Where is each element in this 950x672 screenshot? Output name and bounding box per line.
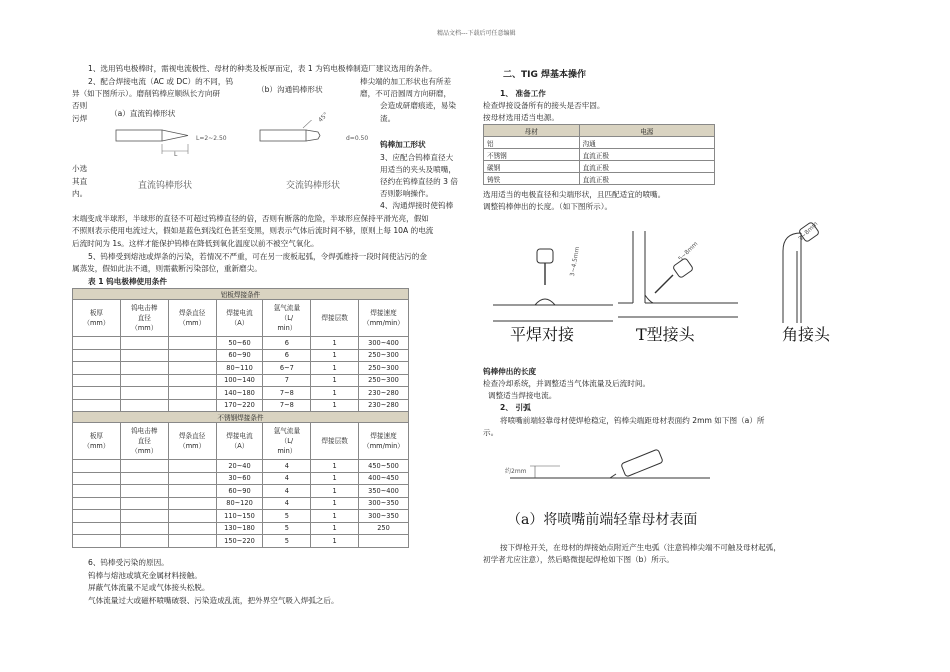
label-butt-joint: 平焊对接 <box>510 325 575 344</box>
fig-a-label: （a）直流钨棒形状 <box>110 109 176 118</box>
table-header-row <box>73 300 409 337</box>
table-cell: 450~500 <box>359 460 409 473</box>
right-line-2: 按母材选用适当电源。 <box>483 113 559 122</box>
table-cell: 4 <box>263 472 311 485</box>
table-cell <box>120 387 168 400</box>
page-header: 精品文档---下载后可任意编辑 <box>437 30 516 37</box>
s3-line-4: 否则影响操作。 <box>380 189 434 198</box>
right-line-8b: 初学者尤应注意），然后略微提起焊枪如下图（b）所示。 <box>483 555 674 564</box>
table-cell <box>168 485 216 498</box>
table-cell <box>168 349 216 362</box>
table-cell: 1 <box>311 510 359 523</box>
table-cell: 5 <box>263 535 311 548</box>
table-cell <box>73 362 121 375</box>
table-cell: 5 <box>263 522 311 535</box>
para-2b: 异（如下图所示）。磨削钨棒应顺纵长方向研 <box>72 89 221 98</box>
table-cell: 170~220 <box>216 399 263 412</box>
table-cell: 直流正极 <box>579 173 714 185</box>
table-col-header: 板厚 （mm） <box>73 423 121 460</box>
right-line-3: 选用适当的电极直径和尖端形状，且匹配适宜的喷嘴。 <box>483 190 666 199</box>
table-cell <box>168 374 216 387</box>
table-cell <box>168 510 216 523</box>
table-cell: 沟通 <box>579 137 714 149</box>
left-note-3: 内。 <box>72 189 88 198</box>
table-cell: 直流正极 <box>579 161 714 173</box>
table-row <box>73 460 409 473</box>
para-6c: 气体流量过大或磁杯喷嘴破裂、污染造成乱流，把外界空气吸入焊弧之后。 <box>88 596 339 605</box>
right-line-6: 调整适当焊接电流。 <box>488 391 557 400</box>
table-cell: 不锈钢 <box>484 149 580 161</box>
table-cell: 4 <box>263 497 311 510</box>
table-cell: 1 <box>311 472 359 485</box>
s3-line-1: 3、应配合钨棒直径大 <box>380 153 454 162</box>
table-cell <box>168 387 216 400</box>
table-col-header: 焊接速度 （mm/min） <box>359 300 409 337</box>
table-row <box>73 362 409 375</box>
table-cell <box>120 362 168 375</box>
table-cell <box>120 497 168 510</box>
table-cell <box>73 497 121 510</box>
para-6a: 钨棒与熔池或填充金属材料接触。 <box>88 571 202 580</box>
side-text-2: 磨，不可沿圆周方向研磨， <box>360 89 452 98</box>
electrode-shape-figure <box>108 120 358 220</box>
table-cell: 1 <box>311 460 359 473</box>
table-cell: 1 <box>311 399 359 412</box>
table-cell <box>73 535 121 548</box>
table-row <box>484 161 715 173</box>
left-note-1: 小选 <box>72 164 88 173</box>
table-cell: 20~40 <box>216 460 263 473</box>
table-cell: 60~90 <box>216 485 263 498</box>
table-col-header: 氩气流量 （L/ min） <box>263 423 311 460</box>
table-cell: 6~7 <box>263 362 311 375</box>
para-4b: 不照则表示使用电流过大，假如是蓝色到浅红色甚至变黑，则表示气体后流时间不够，原则上每 10A 的电流 <box>72 226 434 235</box>
table-cell <box>120 535 168 548</box>
table-row <box>73 472 409 485</box>
dim-corner: 3~8mm <box>797 220 820 243</box>
table-cell <box>168 472 216 485</box>
table-cell: 5 <box>263 510 311 523</box>
table-cell: 碳钢 <box>484 161 580 173</box>
electrode-conditions-table <box>72 288 409 548</box>
table-cell <box>168 522 216 535</box>
right-line-5: 检查冷却系统，并调整适当气体流量及后流时间。 <box>483 379 651 388</box>
table-cell: 250~300 <box>359 362 409 375</box>
table-row <box>73 497 409 510</box>
fig-b-label: （b）沟通钨棒形状 <box>257 85 323 94</box>
label-corner-joint: 角接头 <box>782 325 831 344</box>
table-row <box>73 387 409 400</box>
table-cell: 60~90 <box>216 349 263 362</box>
dim-d: d=0.50 <box>346 135 369 142</box>
table-row <box>73 510 409 523</box>
table-row <box>484 149 715 161</box>
table-cell <box>120 460 168 473</box>
table-cell: 1 <box>311 387 359 400</box>
side-text-4: 渣。 <box>380 114 396 123</box>
table-cell: 230~280 <box>359 399 409 412</box>
table-title: 表 1 钨电极棒使用条件 <box>88 277 167 286</box>
table-cell: 350~400 <box>359 485 409 498</box>
table-cell: 1 <box>311 362 359 375</box>
table-cell <box>73 349 121 362</box>
table-cell: 300~350 <box>359 510 409 523</box>
table-cell <box>73 387 121 400</box>
para-6: 6、钨棒受污染的原因。 <box>88 558 169 567</box>
table-cell <box>120 472 168 485</box>
table-row <box>73 337 409 350</box>
table-cell: 铝 <box>484 137 580 149</box>
table-cell <box>73 510 121 523</box>
right-line-8a: 按下焊枪开关，在母材的焊接始点附近产生电弧（注意钨棒尖端不可触及母材起弧， <box>500 543 781 552</box>
table-cell: 4 <box>263 485 311 498</box>
table-col-header: 氩气流量 （L/ min） <box>263 300 311 337</box>
table-cell: 1 <box>311 374 359 387</box>
table-cell <box>168 337 216 350</box>
table-row <box>73 485 409 498</box>
table-cell: 230~280 <box>359 387 409 400</box>
table-cell: 300~400 <box>359 337 409 350</box>
step-2-title: 2、 引弧 <box>500 403 531 412</box>
table-cell: 直流正极 <box>579 149 714 161</box>
table-cell <box>120 374 168 387</box>
dim-2mm: 约2mm <box>505 468 527 475</box>
para-2a: 2、配合焊接电流（AC 或 DC）的不同，钨 <box>88 77 234 86</box>
table-cell <box>73 399 121 412</box>
table-cell <box>120 522 168 535</box>
table-cell: 80~110 <box>216 362 263 375</box>
s4-line-1: 4、沟通焊接时使钨棒 <box>380 201 454 210</box>
para-5b: 属蒸发，假如此法不通，则需截断污染部位，重新磨尖。 <box>72 264 262 273</box>
table-cell: 1 <box>311 535 359 548</box>
arc-start-figure <box>500 448 720 498</box>
table-col-header: 焊接电流 （A） <box>216 423 263 460</box>
fig-a-caption: 直流钨棒形状 <box>138 181 193 191</box>
table-cell <box>120 349 168 362</box>
table-cell <box>73 460 121 473</box>
col-header-power: 电源 <box>579 125 714 137</box>
table-cell: 130~180 <box>216 522 263 535</box>
right-line-4: 调整钨棒伸出的长度。（如下图所示）。 <box>483 202 613 211</box>
sub-title-stickout: 钨棒伸出的长度 <box>483 367 537 376</box>
table-col-header: 焊条直径 （mm） <box>168 423 216 460</box>
section-electrode-shape: 钨棒加工形状 <box>380 140 426 149</box>
table-header-row <box>73 423 409 460</box>
para-5a: 5、钨棒受到熔池或焊条的污染，若情况不严重，可在另一废板起弧，令焊弧维持一段时间使沾污的金 <box>88 252 427 261</box>
dim-45: 45° <box>317 111 330 124</box>
para-4a: 末端变成半球形，半球形的直径不可超过钨棒直径的倍，否则有断落的危险，半球形应保持平滑光亮，假如 <box>72 214 429 223</box>
joint-types-figure <box>483 213 843 373</box>
table-cell <box>73 485 121 498</box>
table-cell <box>168 362 216 375</box>
right-line-7b: 示。 <box>483 428 499 437</box>
table-cell: 6 <box>263 349 311 362</box>
s3-line-3: 径约在钨棒直径的 3 倍 <box>380 177 459 186</box>
col-header-material: 母材 <box>484 125 580 137</box>
right-line-7a: 将喷嘴前端轻靠母材使焊枪稳定，钨棒尖端距母材表面约 2mm 如下图（a）所 <box>500 416 765 425</box>
table-cell: 1 <box>311 522 359 535</box>
t-joint-icon <box>618 231 738 317</box>
table-cell <box>73 337 121 350</box>
dim-l: L <box>174 151 178 158</box>
table-section-aluminum: 铝板焊接条件 <box>73 289 409 300</box>
table-col-header: 钨电击棒 直径 （mm） <box>120 423 168 460</box>
table-col-header: 焊接层数 <box>311 300 359 337</box>
table-cell: 1 <box>311 497 359 510</box>
table-cell <box>168 535 216 548</box>
table-col-header: 焊接层数 <box>311 423 359 460</box>
table-cell: 80~120 <box>216 497 263 510</box>
table-col-header: 焊接电流 （A） <box>216 300 263 337</box>
table-row <box>73 399 409 412</box>
table-cell <box>168 460 216 473</box>
section-title-tig: 二、TIG 焊基本操作 <box>503 70 587 80</box>
table-cell <box>120 337 168 350</box>
table-cell: 250~300 <box>359 349 409 362</box>
right-line-1: 检查焊接设备所有的接头是否牢固。 <box>483 101 605 110</box>
table-cell: 110~150 <box>216 510 263 523</box>
table-cell: 150~220 <box>216 535 263 548</box>
table-row <box>73 522 409 535</box>
para-1: 1、选用钨电极棒时，需视电流极性、母材的种类及板厚而定，表 1 为钨电极棒制造厂建议选用的条件。 <box>88 64 437 73</box>
fig-b-caption: 交流钨棒形状 <box>286 181 341 191</box>
table-cell <box>168 497 216 510</box>
table-cell: 6 <box>263 337 311 350</box>
table-cell <box>359 535 409 548</box>
table-row <box>73 349 409 362</box>
table-cell: 140~180 <box>216 387 263 400</box>
s3-line-2: 用适当的夹头及喷嘴， <box>380 165 456 174</box>
table-cell: 1 <box>311 485 359 498</box>
para-2c: 否则 <box>72 101 88 110</box>
left-note-2: 其直 <box>72 177 88 186</box>
para-4c: 后流时间为 1s。这样才能保护钨棒在降低到氧化温度以前不被空气氧化。 <box>72 239 319 248</box>
table-cell: 300~350 <box>359 497 409 510</box>
table-cell: 50~60 <box>216 337 263 350</box>
step-1-title: 1、 准备工作 <box>500 89 546 98</box>
table-cell <box>73 374 121 387</box>
ac-electrode-icon <box>260 120 320 141</box>
table-cell: 7~8 <box>263 399 311 412</box>
table-cell: 铸铁 <box>484 173 580 185</box>
table-cell <box>73 472 121 485</box>
table-cell: 250~300 <box>359 374 409 387</box>
table-col-header: 板厚 （mm） <box>73 300 121 337</box>
table-cell: 100~140 <box>216 374 263 387</box>
para-2d: 污焊 <box>72 114 88 123</box>
table-cell: 1 <box>311 337 359 350</box>
table-cell: 250 <box>359 522 409 535</box>
side-text-1: 棒尖端的加工形状也有所差 <box>360 77 452 86</box>
side-text-3: 会造成研磨痕迹，易染 <box>380 101 456 110</box>
table-cell <box>120 510 168 523</box>
label-t-joint: T型接头 <box>636 325 695 344</box>
table-row <box>73 535 409 548</box>
dim-t: 5~8mm <box>677 240 700 263</box>
table-row <box>484 137 715 149</box>
butt-joint-icon <box>493 249 613 321</box>
table-section-stainless: 不锈钢焊接条件 <box>73 412 409 423</box>
table-cell: 400~450 <box>359 472 409 485</box>
dim-L: L=2~2.50 <box>196 135 227 142</box>
table-row <box>73 374 409 387</box>
table-col-header: 焊接速度 （mm/min） <box>359 423 409 460</box>
table-cell: 4 <box>263 460 311 473</box>
table-cell <box>120 399 168 412</box>
table-row <box>484 173 715 185</box>
table-cell: 7~8 <box>263 387 311 400</box>
table-cell <box>73 522 121 535</box>
fig-a-arc-caption: （a）将喷嘴前端轻靠母材表面 <box>507 512 698 528</box>
power-source-table <box>483 124 715 185</box>
table-cell: 30~60 <box>216 472 263 485</box>
table-col-header: 钨电击棒 直径 （mm） <box>120 300 168 337</box>
table-col-header: 焊条直径 （mm） <box>168 300 216 337</box>
dim-butt: 3~4.5mm <box>568 246 582 277</box>
table-cell: 7 <box>263 374 311 387</box>
table-cell <box>168 399 216 412</box>
para-6b: 屏蔽气体流量不足或气体接头松脱。 <box>88 583 210 592</box>
table-cell: 1 <box>311 349 359 362</box>
table-cell <box>120 485 168 498</box>
